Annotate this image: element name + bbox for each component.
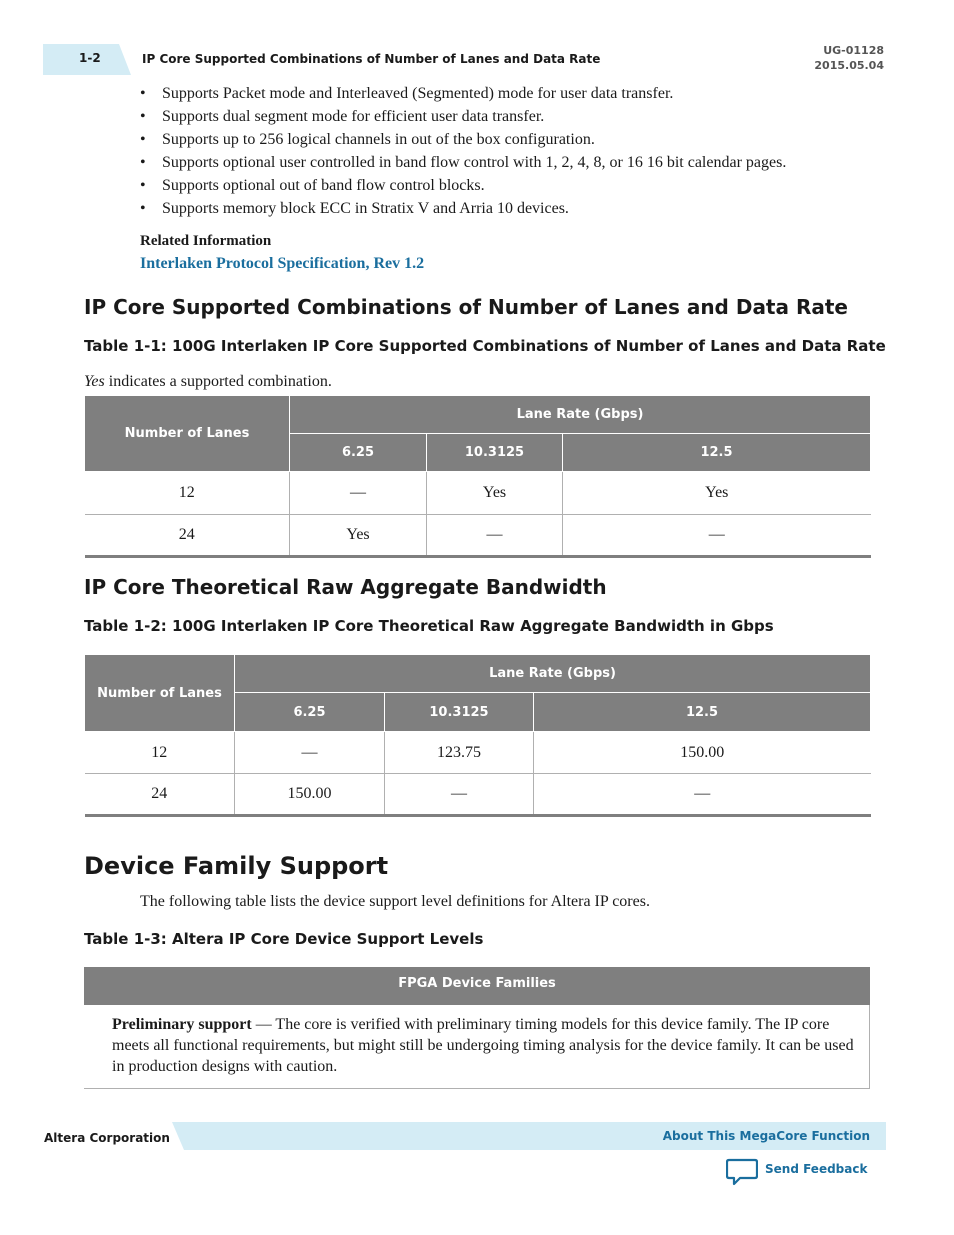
running-title: IP Core Supported Combinations of Number of Lanes and Data Rate xyxy=(142,52,601,66)
doc-info xyxy=(814,43,884,73)
header-rate: 12.5 xyxy=(563,434,871,472)
table-cell: 12 xyxy=(85,472,290,515)
table-cell: — xyxy=(385,774,534,816)
table-1-caption: Table 1-1: 100G Interlaken IP Core Supported Combinations of Number of Lanes and Data Rate xyxy=(84,337,886,355)
footer-section-link[interactable]: About This MegaCore Function xyxy=(662,1129,870,1143)
header-rate: 6.25 xyxy=(235,693,385,732)
table-cell: 24 xyxy=(85,774,235,816)
header-rate: 6.25 xyxy=(290,434,427,472)
table-cell: — xyxy=(235,732,385,774)
doc-id: UG-01128 xyxy=(823,44,884,57)
table-cell: — xyxy=(563,515,871,557)
section-heading-device-family: Device Family Support xyxy=(84,852,389,880)
table-3-caption: Table 1-3: Altera IP Core Device Support Levels xyxy=(84,930,484,948)
header-lane-rate: Lane Rate (Gbps) xyxy=(290,396,871,434)
header-number-of-lanes: Number of Lanes xyxy=(85,655,235,732)
header-rate: 10.3125 xyxy=(427,434,563,472)
table-cell: — xyxy=(534,774,871,816)
header-number-of-lanes: Number of Lanes xyxy=(85,396,290,472)
section-heading-lanes-rate: IP Core Supported Combinations of Number of Lanes and Data Rate xyxy=(84,295,848,319)
table-cell: 24 xyxy=(85,515,290,557)
support-definition xyxy=(112,1014,860,1077)
support-term: Preliminary support xyxy=(112,1016,252,1033)
list-item: • Supports optional user controlled in band flow control with 1, 2, 4, 8, or 16 16 bit calendar pages. xyxy=(140,151,786,174)
note-emphasis: Yes xyxy=(84,373,105,390)
spec-link[interactable]: Interlaken Protocol Specification, Rev 1.2 xyxy=(140,255,425,272)
table-cell: 123.75 xyxy=(385,732,534,774)
feature-list xyxy=(140,82,786,220)
table-cell: Yes xyxy=(427,472,563,515)
device-family-paragraph: The following table lists the device support level definitions for Altera IP cores. xyxy=(140,893,650,910)
table-cell: — xyxy=(427,515,563,557)
table-1 xyxy=(84,395,871,558)
list-item: • Supports optional out of band flow control blocks. xyxy=(140,174,786,197)
table-row xyxy=(85,774,871,816)
related-info-label: Related Information xyxy=(140,233,272,249)
table-2-caption: Table 1-2: 100G Interlaken IP Core Theoretical Raw Aggregate Bandwidth in Gbps xyxy=(84,617,774,635)
page-number: 1-2 xyxy=(79,51,101,65)
table-2 xyxy=(84,654,871,817)
header-rate: 10.3125 xyxy=(385,693,534,732)
list-item: • Supports dual segment mode for efficient user data transfer. xyxy=(140,105,786,128)
list-item: • Supports up to 256 logical channels in out of the box configuration. xyxy=(140,128,786,151)
doc-date: 2015.05.04 xyxy=(814,59,884,72)
send-feedback-link[interactable]: Send Feedback xyxy=(765,1162,868,1176)
table-row xyxy=(85,472,871,515)
table-cell: 150.00 xyxy=(235,774,385,816)
table-cell: Yes xyxy=(290,515,427,557)
support-description: — The core is verified with preliminary timing models for this device family. The IP core meets all functional requirements, but might still be undergoing timing analysis for the device family. It can be used in production designs with caution. xyxy=(112,1016,854,1075)
header-lane-rate: Lane Rate (Gbps) xyxy=(235,655,871,693)
table-3-body xyxy=(84,1005,870,1089)
table-3-header: FPGA Device Families xyxy=(84,967,870,1005)
table-cell: 12 xyxy=(85,732,235,774)
table-row xyxy=(85,515,871,557)
table-cell: 150.00 xyxy=(534,732,871,774)
feedback-icon[interactable] xyxy=(726,1158,758,1186)
section-heading-bandwidth: IP Core Theoretical Raw Aggregate Bandwidth xyxy=(84,575,607,599)
list-item: • Supports Packet mode and Interleaved (Segmented) mode for user data transfer. xyxy=(140,82,786,105)
note-text: indicates a supported combination. xyxy=(104,373,332,390)
table-row xyxy=(85,732,871,774)
footer-company: Altera Corporation xyxy=(44,1131,170,1145)
table-cell: Yes xyxy=(563,472,871,515)
header-rate: 12.5 xyxy=(534,693,871,732)
table-cell: — xyxy=(290,472,427,515)
table-1-note xyxy=(84,373,332,391)
list-item: • Supports memory block ECC in Stratix V and Arria 10 devices. xyxy=(140,197,786,220)
